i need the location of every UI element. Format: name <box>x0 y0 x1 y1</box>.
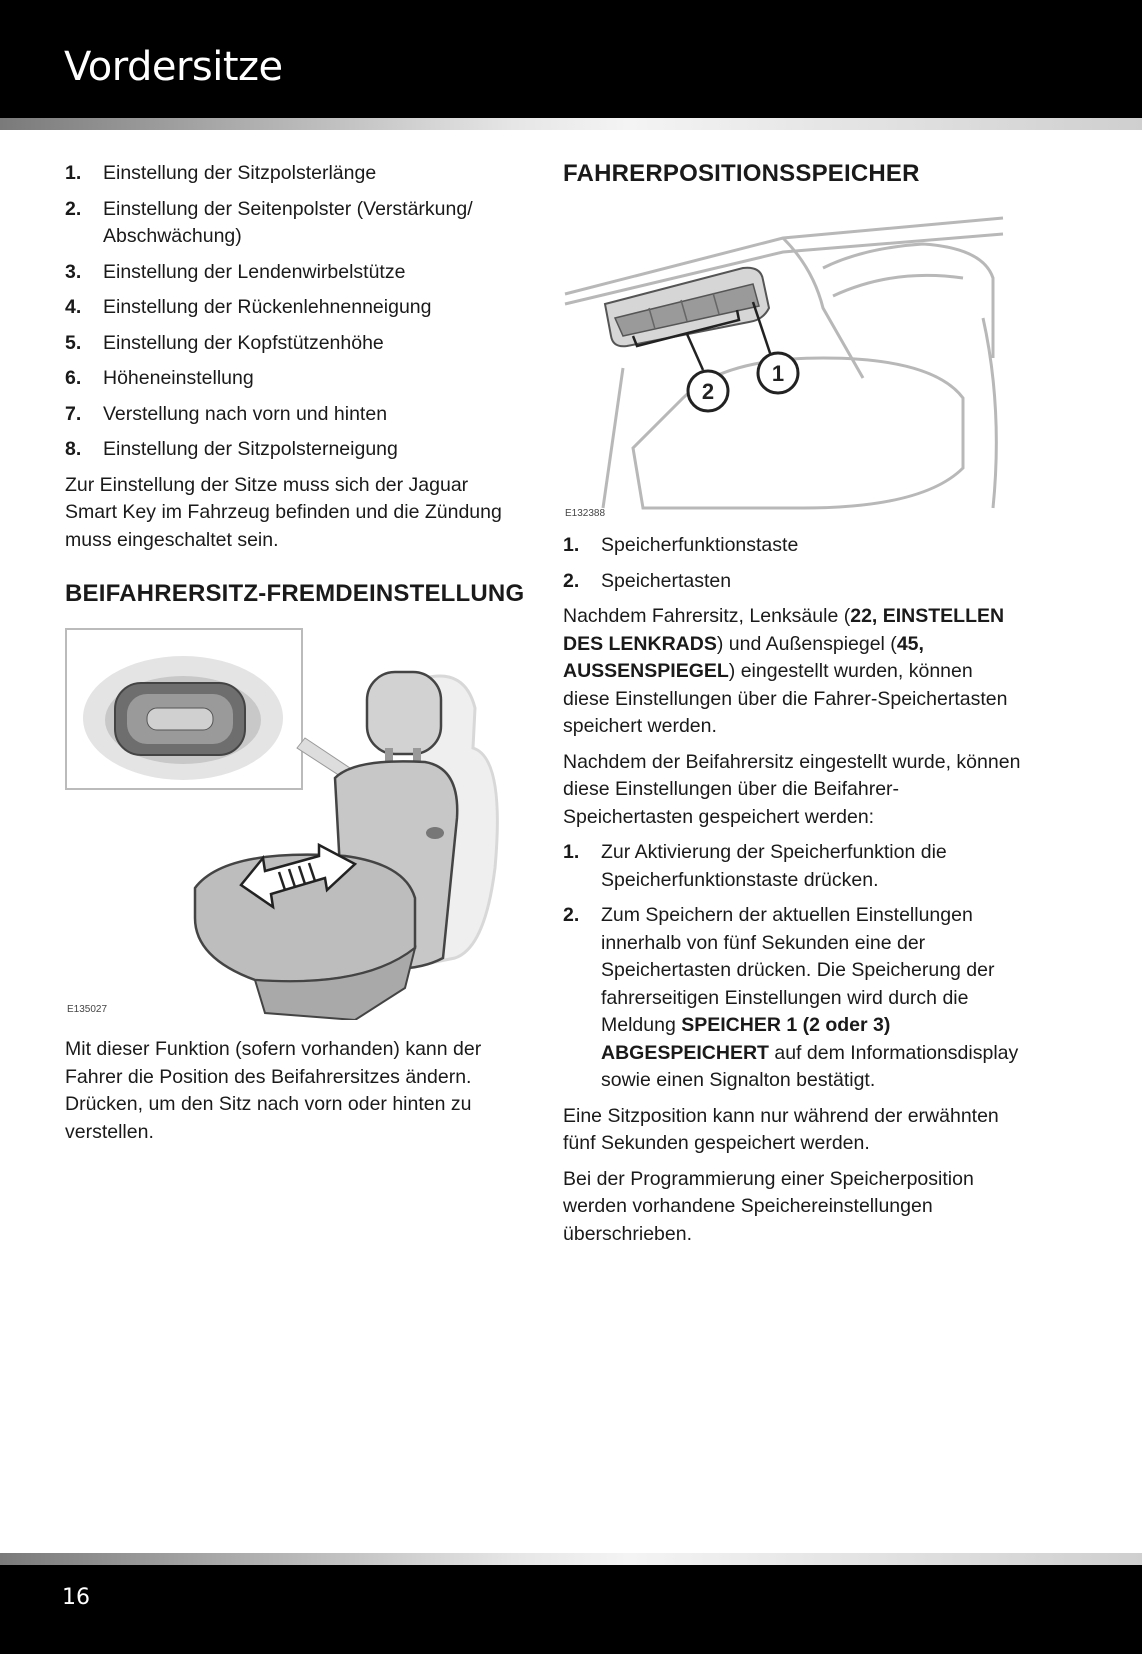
list-item: 2. Speichertasten <box>563 569 732 592</box>
seat-adjustment-list <box>65 160 525 464</box>
right-column <box>563 160 1023 1256</box>
memory-parts-list <box>563 532 1023 595</box>
passenger-seat-description: Mit dieser Funktion (sofern vorhanden) kann der Fahrer die Position des Beifahrersitzes ändern. Drücken, um den Sitz nach vorn oder hinten zu verstellen. <box>65 1038 482 1143</box>
passenger-seat-illustration <box>65 628 517 1020</box>
footer-divider <box>0 1553 1142 1565</box>
section-heading-memory: FAHRERPOSITIONSSPEICHER <box>563 160 920 187</box>
left-column <box>65 160 525 1154</box>
callout-1: 1 <box>771 361 785 386</box>
driver-memory-paragraph: Nachdem Fahrersitz, Lenksäule (22, EINSTELLEN DES LENKRADS) und Außenspiegel (45, AUSSENSPIEGEL) eingestellt wurden, können diese Einstellungen über die Fahrer-Speichertasten speichert werden. <box>563 605 1008 737</box>
figure-code: E135027 <box>67 1004 108 1015</box>
list-item: 8. Einstellung der Sitzpolsterneigung <box>65 438 398 460</box>
section-heading-passenger-seat: BEIFAHRERSITZ-FREMDEINSTELLUNG <box>65 580 525 607</box>
list-item: 1. Speicherfunktionstaste <box>563 534 799 556</box>
passenger-memory-paragraph: Nachdem der Beifahrersitz eingestellt wurde, können diese Einstellungen über die Beifahrer-Speichertasten gespeichert werden: <box>563 750 1021 828</box>
list-item: 5. Einstellung der Kopfstützenhöhe <box>65 331 384 354</box>
crossref-steering: 22, EINSTELLEN DES LENKRADS <box>563 605 1005 655</box>
page-title: Vordersitze <box>64 44 283 90</box>
passenger-seat-figure <box>65 628 517 1020</box>
overwrite-note: Bei der Programmierung einer Speicherposition werden vorhandene Speichereinstellungen überschrieben. <box>563 1167 974 1245</box>
page-header <box>0 0 1142 118</box>
display-message: SPEICHER 1 (2 oder 3) ABGESPEICHERT <box>601 1014 891 1064</box>
crossref-mirror: 45, AUSSENSPIEGEL <box>563 632 924 682</box>
page-number: 16 <box>62 1585 90 1610</box>
list-item: 1. Einstellung der Sitzpolsterlänge <box>65 162 377 184</box>
list-item: 7. Verstellung nach vorn und hinten <box>65 402 388 425</box>
list-item: 4. Einstellung der Rückenlehnenneigung <box>65 296 432 318</box>
list-item: 2. Zum Speichern der aktuellen Einstellungen innerhalb von fünf Sekunden eine der Speichertasten drücken. Die Speicherung der fahrerseitigen Einstellungen wird durch die Meldung SPEICHER 1 (2 oder 3) ABGESPEICHERT auf dem Informationsdisplay sowie einen Signalton bestätigt. <box>563 904 1019 1091</box>
timing-note: Eine Sitzposition kann nur während der erwähnten fünf Sekunden gespeichert werden. <box>563 1104 999 1154</box>
memory-steps-list <box>563 839 1023 1095</box>
figure-code: E132388 <box>565 508 606 519</box>
door-memory-illustration <box>563 208 1015 518</box>
list-item: 6. Höheneinstellung <box>65 367 254 389</box>
list-item: 3. Einstellung der Lendenwirbelstütze <box>65 260 406 283</box>
intro-paragraph: Zur Einstellung der Sitze muss sich der Jaguar Smart Key im Fahrzeug befinden und die Zündung muss eingeschaltet sein. <box>65 473 502 551</box>
list-item: 2. Einstellung der Seitenpolster (Verstärkung/ Abschwächung) <box>65 197 473 247</box>
list-item: 1. Zur Aktivierung der Speicherfunktion die Speicherfunktionstaste drücken. <box>563 841 947 891</box>
memory-buttons-figure <box>563 208 1015 518</box>
page-footer <box>0 1553 1142 1654</box>
callout-2: 2 <box>701 379 715 404</box>
header-divider <box>0 118 1142 130</box>
